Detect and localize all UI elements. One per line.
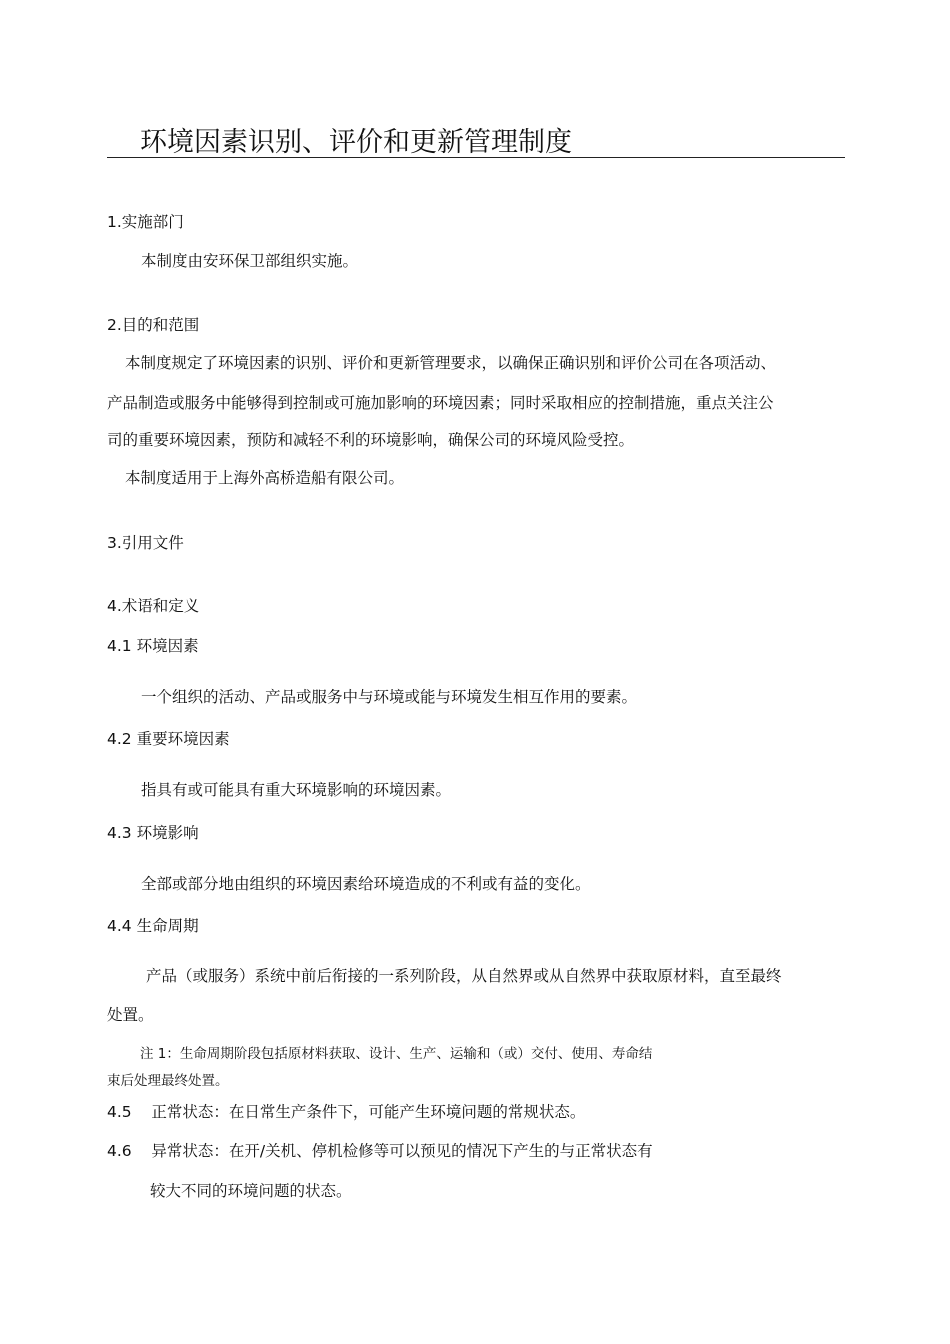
section-3-heading: 3.引用文件 [107,534,184,552]
term-4-3-heading: 4.3 环境影响 [107,824,199,842]
section-1-heading: 1.实施部门 [107,213,184,231]
section-2-heading: 2.目的和范围 [107,316,200,334]
term-4-4-body-line: 产品（或服务）系统中前后衔接的一系列阶段，从自然界或从自然界中获取原材料，直至最终 [146,967,782,985]
section-2-scope: 本制度适用于上海外高桥造船有限公司。 [125,469,405,487]
term-4-2-heading: 4.2 重要环境因素 [107,730,230,748]
term-4-4-heading: 4.4 生命周期 [107,917,199,935]
term-4-6-line: 4.6 异常状态：在开/关机、停机检修等可以预见的情况下产生的与正常状态有 [107,1142,653,1160]
term-4-2-body: 指具有或可能具有重大环境影响的环境因素。 [141,781,452,799]
term-4-1-heading: 4.1 环境因素 [107,637,199,655]
document-title: 环境因素识别、评价和更新管理制度 [140,127,572,158]
term-4-4-note-line: 束后处理最终处置。 [107,1073,229,1089]
section-1-body: 本制度由安环保卫部组织实施。 [141,252,359,270]
section-4-heading: 4.术语和定义 [107,597,200,615]
section-2-paragraph-line: 产品制造或服务中能够得到控制或可施加影响的环境因素；同时采取相应的控制措施，重点关注公 [107,394,774,412]
term-4-5: 4.5 正常状态：在日常生产条件下，可能产生环境问题的常规状态。 [107,1103,586,1121]
title-underline [107,157,845,158]
term-4-1-body: 一个组织的活动、产品或服务中与环境或能与环境发生相互作用的要素。 [141,688,638,706]
section-2-paragraph-line: 本制度规定了环境因素的识别、评价和更新管理要求，以确保正确识别和评价公司在各项活动、 [125,354,777,372]
term-4-4-note-line: 注 1：生命周期阶段包括原材料获取、设计、生产、运输和（或）交付、使用、寿命结 [140,1046,653,1062]
term-4-3-body: 全部或部分地由组织的环境因素给环境造成的不利或有益的变化。 [141,875,591,893]
section-2-paragraph-line: 司的重要环境因素，预防和减轻不利的环境影响，确保公司的环境风险受控。 [107,431,635,449]
term-4-4-body-line: 处置。 [107,1006,154,1024]
term-4-6-line: 较大不同的环境问题的状态。 [150,1182,352,1200]
